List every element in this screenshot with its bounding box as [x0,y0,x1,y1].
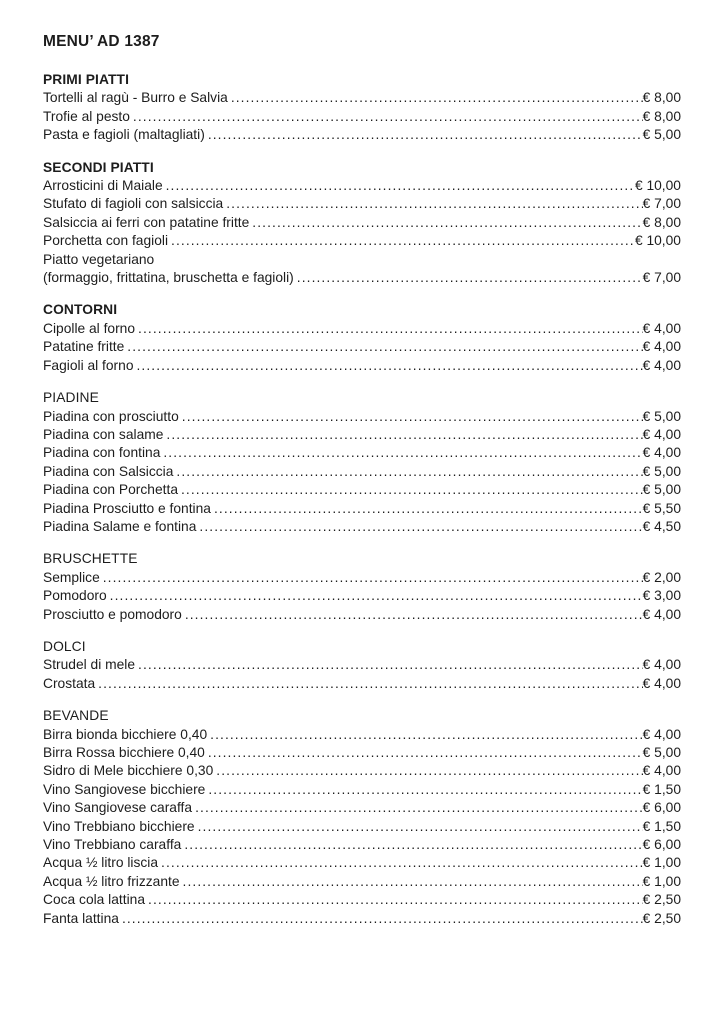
item-label: Tortelli al ragù - Burro e Salvia [43,90,228,106]
menu-item-row [43,108,681,126]
item-price: € 2,50 [642,892,681,908]
item-price: € 5,00 [642,463,681,479]
item-price: € 4,00 [642,357,681,373]
dot-leader [107,587,643,605]
item-label: Coca cola lattina [43,892,146,908]
menu-item-row [43,891,681,909]
item-price: € 10,00 [634,233,681,249]
dot-leader [163,426,642,444]
menu-item-row [43,675,681,693]
menu-section [43,707,681,928]
item-label: Fanta lattina [43,910,119,926]
dot-leader [134,357,643,375]
item-price: € 2,50 [642,910,681,926]
menu-title: MENU’ AD 1387 [43,33,160,50]
item-label: Sidro di Mele bicchiere 0,30 [43,763,214,779]
item-price: € 1,00 [642,873,681,889]
dot-leader [207,726,643,744]
menu-item-row [43,232,681,250]
menu-item-row [43,569,681,587]
item-label: Salsiccia ai ferri con patatine fritte [43,214,250,230]
item-price: € 5,50 [642,500,681,516]
menu-item-row [43,854,681,872]
dot-leader [180,873,643,891]
item-label: Stufato di fagioli con salsiccia [43,196,224,212]
dot-leader [196,518,642,536]
dot-leader [135,656,643,674]
item-price: € 6,00 [642,800,681,816]
dot-leader [178,481,643,499]
item-price: € 1,00 [642,855,681,871]
dot-leader [213,762,642,780]
item-label: Strudel di mele [43,657,136,673]
item-label: Acqua ½ litro liscia [43,855,159,871]
item-label: Patatine fritte [43,339,125,355]
item-label: Piadina con fontina [43,445,161,461]
item-label: Acqua ½ litro frizzante [43,873,180,889]
item-price: € 7,00 [642,196,681,212]
menu-item-row [43,269,681,287]
menu-section [43,159,681,288]
menu-item-row [43,726,681,744]
dot-leader [182,606,643,624]
item-price: € 8,00 [642,108,681,124]
item-price: € 7,00 [642,270,681,286]
item-label: Porchetta con fagioli [43,233,169,249]
item-label: Piadina Prosciutto e fontina [43,500,211,516]
item-label: Vino Trebbiano caraffa [43,837,182,853]
item-label: Piadina con Salsiccia [43,463,174,479]
item-price: € 5,00 [642,482,681,498]
dot-leader [294,269,643,287]
section-rows [43,569,681,624]
section-header: BRUSCHETTE [43,551,138,567]
item-label: Semplice [43,569,100,585]
item-price: € 4,00 [642,675,681,691]
section-rows [43,656,681,693]
menu-item-row [43,799,681,817]
item-label: Piatto vegetariano [43,251,155,267]
menu-item-row [43,126,681,144]
dot-leader [163,177,635,195]
dot-leader [211,500,643,518]
menu-item-row [43,463,681,481]
menu-section [43,71,681,145]
menu-item-row [43,781,681,799]
dot-leader [95,675,642,693]
menu-item-row [43,195,681,213]
menu-section [43,638,681,693]
dot-leader [130,108,643,126]
menu-section [43,550,681,624]
item-label: Arrosticini di Maiale [43,178,163,194]
menu-item-row [43,89,681,107]
item-label: Vino Trebbiano bicchiere [43,818,195,834]
menu-item-row [43,444,681,462]
dot-leader [205,126,643,144]
section-header: PIADINE [43,390,99,406]
menu-item-row [43,744,681,762]
menu-item-row [43,518,681,536]
dot-leader [223,195,642,213]
item-price: € 4,00 [642,426,681,442]
dot-leader [205,744,643,762]
dot-leader [249,214,642,232]
item-label: Trofie al pesto [43,108,130,124]
section-rows [43,89,681,144]
section-rows [43,177,681,287]
item-price: € 5,00 [642,745,681,760]
dot-leader [124,338,642,356]
menu-sections [43,71,681,928]
dot-leader [205,781,642,799]
dot-leader [179,408,643,426]
menu-item-row [43,587,681,605]
menu-item-row [43,500,681,518]
section-rows [43,320,681,375]
section-header: PRIMI PIATTI [43,72,130,87]
item-price: € 2,00 [642,569,681,585]
item-price: € 1,50 [642,781,681,797]
section-rows [43,408,681,537]
item-price: € 3,00 [642,588,681,604]
item-label: (formaggio, frittatina, bruschetta e fagioli) [43,270,294,286]
item-label: Pasta e fagioli (maltagliati) [43,127,205,143]
dot-leader [100,569,643,587]
menu-item-row [43,818,681,836]
item-label: Piadina Salame e fontina [43,518,197,534]
item-label: Piadina con Porchetta [43,482,178,498]
menu-item-row [43,873,681,891]
menu-section [43,389,681,536]
section-header: DOLCI [43,638,86,654]
dot-leader [168,232,635,250]
menu-section [43,301,681,375]
menu-item-row [43,408,681,426]
dot-leader [181,836,642,854]
dot-leader [145,891,643,909]
item-price: € 4,00 [642,726,681,742]
menu-item-row [43,357,681,375]
section-rows [43,726,681,928]
dot-leader [195,818,643,836]
item-price: € 4,00 [642,657,681,673]
dot-leader [173,463,642,481]
menu-item-row [43,762,681,780]
dot-leader [160,444,642,462]
item-label: Piadina con salame [43,426,164,442]
menu-item-row [43,177,681,195]
item-label: Vino Sangiovese caraffa [43,800,193,816]
menu-item-row [43,214,681,232]
menu-item-row [43,320,681,338]
item-price: € 6,00 [642,837,681,853]
item-price: € 5,00 [642,408,681,424]
item-price: € 1,50 [642,818,681,834]
menu-item-row [43,338,681,356]
item-label: Pomodoro [43,588,107,604]
dot-leader [192,799,643,817]
item-price: € 4,00 [642,763,681,779]
menu-item-row [43,910,681,928]
menu-item-row [43,606,681,624]
dot-leader [228,89,643,107]
item-label: Birra Rossa bicchiere 0,40 [43,745,205,760]
item-price: € 8,00 [642,214,681,230]
item-label: Prosciutto e pomodoro [43,606,182,622]
item-label: Cipolle al forno [43,320,136,336]
item-price: € 4,00 [642,606,681,622]
section-header: BEVANDE [43,708,109,724]
menu-item-row [43,251,681,269]
item-price: € 4,00 [642,320,681,336]
item-label: Vino Sangiovese bicchiere [43,781,206,797]
menu-item-row [43,836,681,854]
dot-leader [119,910,643,928]
item-price: € 8,00 [642,90,681,106]
item-price: € 4,50 [642,518,681,534]
item-label: Birra bionda bicchiere 0,40 [43,726,208,742]
menu-item-row [43,656,681,674]
item-price: € 4,00 [642,445,681,461]
item-label: Crostata [43,675,96,691]
item-label: Piadina con prosciutto [43,408,179,424]
item-price: € 10,00 [634,178,681,194]
menu-item-row [43,481,681,499]
dot-leader [158,854,643,872]
dot-leader [135,320,643,338]
item-price: € 5,00 [642,127,681,143]
section-header: SECONDI PIATTI [43,159,154,175]
item-price: € 4,00 [642,339,681,355]
section-header: CONTORNI [43,302,118,318]
item-label: Fagioli al forno [43,357,134,373]
menu-item-row [43,426,681,444]
